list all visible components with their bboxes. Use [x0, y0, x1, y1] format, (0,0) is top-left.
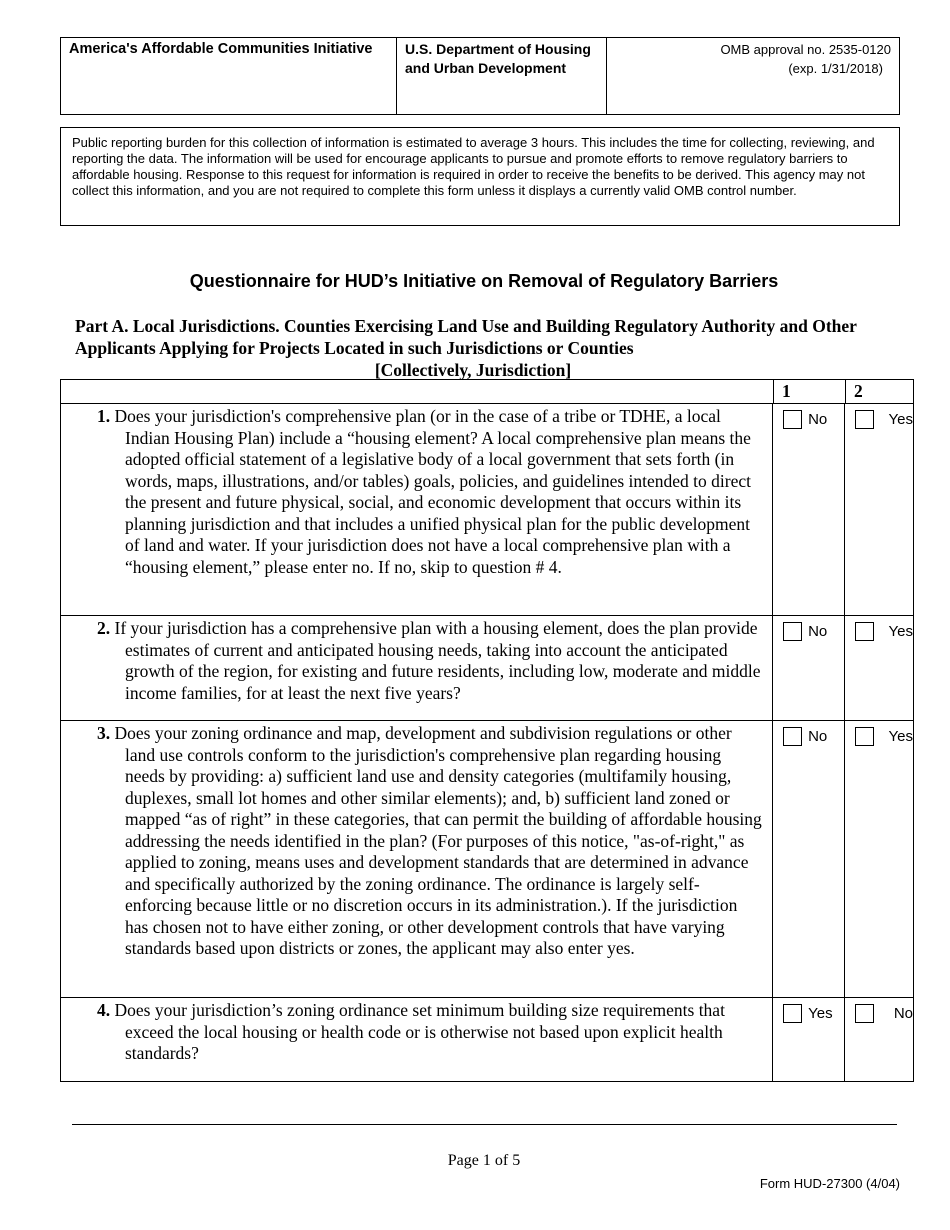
question-number: 2. [97, 618, 111, 638]
question-row [61, 997, 913, 1081]
q1-option-2[interactable] [855, 410, 913, 429]
header-spacer [61, 380, 774, 403]
column-header-1: 1 [782, 381, 791, 401]
column-header-2: 2 [854, 381, 863, 401]
page-title: Questionnaire for HUD’s Initiative on Removal of Regulatory Barriers [189, 271, 779, 291]
footer-divider [72, 1124, 897, 1125]
question-body: Does your jurisdiction's comprehensive plan (or in the case of a tribe or TDHE, a local Indian Housing Plan) include a “housing element? A local comprehensive plan means the adopted official statement of a legislative body of a local government that sets forth (in words, maps, illustrations, and/or tables) goals, policies, and guidelines intended to direct the present and future physical, social, and economic development that occurs within its planning jurisdiction and that includes a unified physical plan for the public development of land and water. If your jurisdiction does not have a local comprehensive plan with a “housing element,” please enter no. If no, skip to question # 4. [114, 406, 751, 577]
checkbox-label: No [808, 728, 828, 745]
checkbox-label: Yes [808, 1005, 833, 1022]
burden-statement: Public reporting burden for this collection of information is estimated to average 3 hours. This includes the time for collecting, reviewing, and reporting the data. The information will be used for encourage applicants to pursue and promote efforts to remove regulatory barriers to affordable housing. Response to this request for information is required in order to receive the benefits to be derived. This agency may not collect this information, and you are not required to complete this form unless it displays a currently valid OMB control number. [60, 127, 900, 226]
question-row [61, 403, 913, 615]
q4-option-2[interactable] [855, 1004, 913, 1023]
q2-option-2[interactable] [855, 622, 913, 641]
checkbox[interactable] [855, 410, 874, 429]
question-row [61, 720, 913, 997]
checkbox[interactable] [783, 622, 802, 641]
question-row [61, 615, 913, 720]
omb-approval-number: OMB approval no. 2535-0120 [720, 42, 891, 57]
question-body: If your jurisdiction has a comprehensive plan with a housing element, does the plan provide estimates of current and anticipated housing needs, taking into account the anticipated growth of the region, for existing and future residents, including low, moderate and middle income families, for at least the next five years? [114, 618, 761, 703]
agency-name: U.S. Department of Housing and Urban Development [397, 38, 607, 114]
question-text [61, 616, 773, 720]
omb-expiration: (exp. 1/31/2018) [788, 61, 883, 76]
question-number: 1. [97, 406, 111, 426]
part-a-heading [75, 315, 895, 381]
checkbox[interactable] [855, 727, 874, 746]
table-header-row [61, 380, 913, 403]
checkbox-label: Yes [888, 623, 913, 640]
question-text [61, 998, 773, 1081]
checkbox[interactable] [855, 1004, 874, 1023]
checkbox[interactable] [783, 727, 802, 746]
q3-option-1[interactable] [783, 727, 844, 746]
checkbox[interactable] [783, 1004, 802, 1023]
question-number: 3. [97, 723, 111, 743]
q1-option-1[interactable] [783, 410, 844, 429]
q4-option-1[interactable] [783, 1004, 844, 1023]
question-body: Does your jurisdiction’s zoning ordinance set minimum building size requirements that exceed the local housing or health code or is otherwise not based upon explicit health standards? [114, 1000, 725, 1063]
program-name: America's Affordable Communities Initiative [61, 38, 397, 114]
q2-option-1[interactable] [783, 622, 844, 641]
page-number: Page 1 of 5 [447, 1152, 521, 1169]
questionnaire-table [60, 379, 914, 1082]
checkbox[interactable] [783, 410, 802, 429]
form-number: Form HUD-27300 (4/04) [759, 1176, 900, 1191]
form-header [60, 37, 900, 115]
checkbox-label: No [808, 411, 828, 428]
checkbox[interactable] [855, 622, 874, 641]
part-a-title: Part A. Local Jurisdictions. Counties Exercising Land Use and Building Regulatory Authority and Other Applicants Applying for Projects Located in such Jurisdictions or Counties [75, 316, 857, 358]
question-text [61, 404, 773, 615]
checkbox-label: No [893, 1005, 913, 1022]
omb-info [607, 38, 899, 114]
question-text [61, 721, 773, 997]
checkbox-label: Yes [888, 728, 913, 745]
q3-option-2[interactable] [855, 727, 913, 746]
question-body: Does your zoning ordinance and map, development and subdivision regulations or other land use controls conform to the jurisdiction's comprehensive plan regarding housing needs by providing: a) sufficient land use and density categories (multifamily housing, duplexes, small lot homes and other similar elements); and, b) sufficient land zoned or mapped “as of right” in these categories, that can permit the building of affordable housing addressing the needs identified in the plan? (For purposes of this notice, "as-of-right," as applied to zoning, means uses and development standards that are determined in advance and specifically authorized by the zoning ordinance. The ordinance is largely self-enforcing because little or no discretion occurs in its administration.). If the jurisdiction has chosen not to have either zoning, or other development controls that have varying standards based upon districts or zones, the applicant may also enter yes. [114, 723, 762, 958]
question-number: 4. [97, 1000, 111, 1020]
checkbox-label: No [808, 623, 828, 640]
checkbox-label: Yes [888, 411, 913, 428]
part-a-subtitle: [Collectively, Jurisdiction] [374, 360, 572, 380]
